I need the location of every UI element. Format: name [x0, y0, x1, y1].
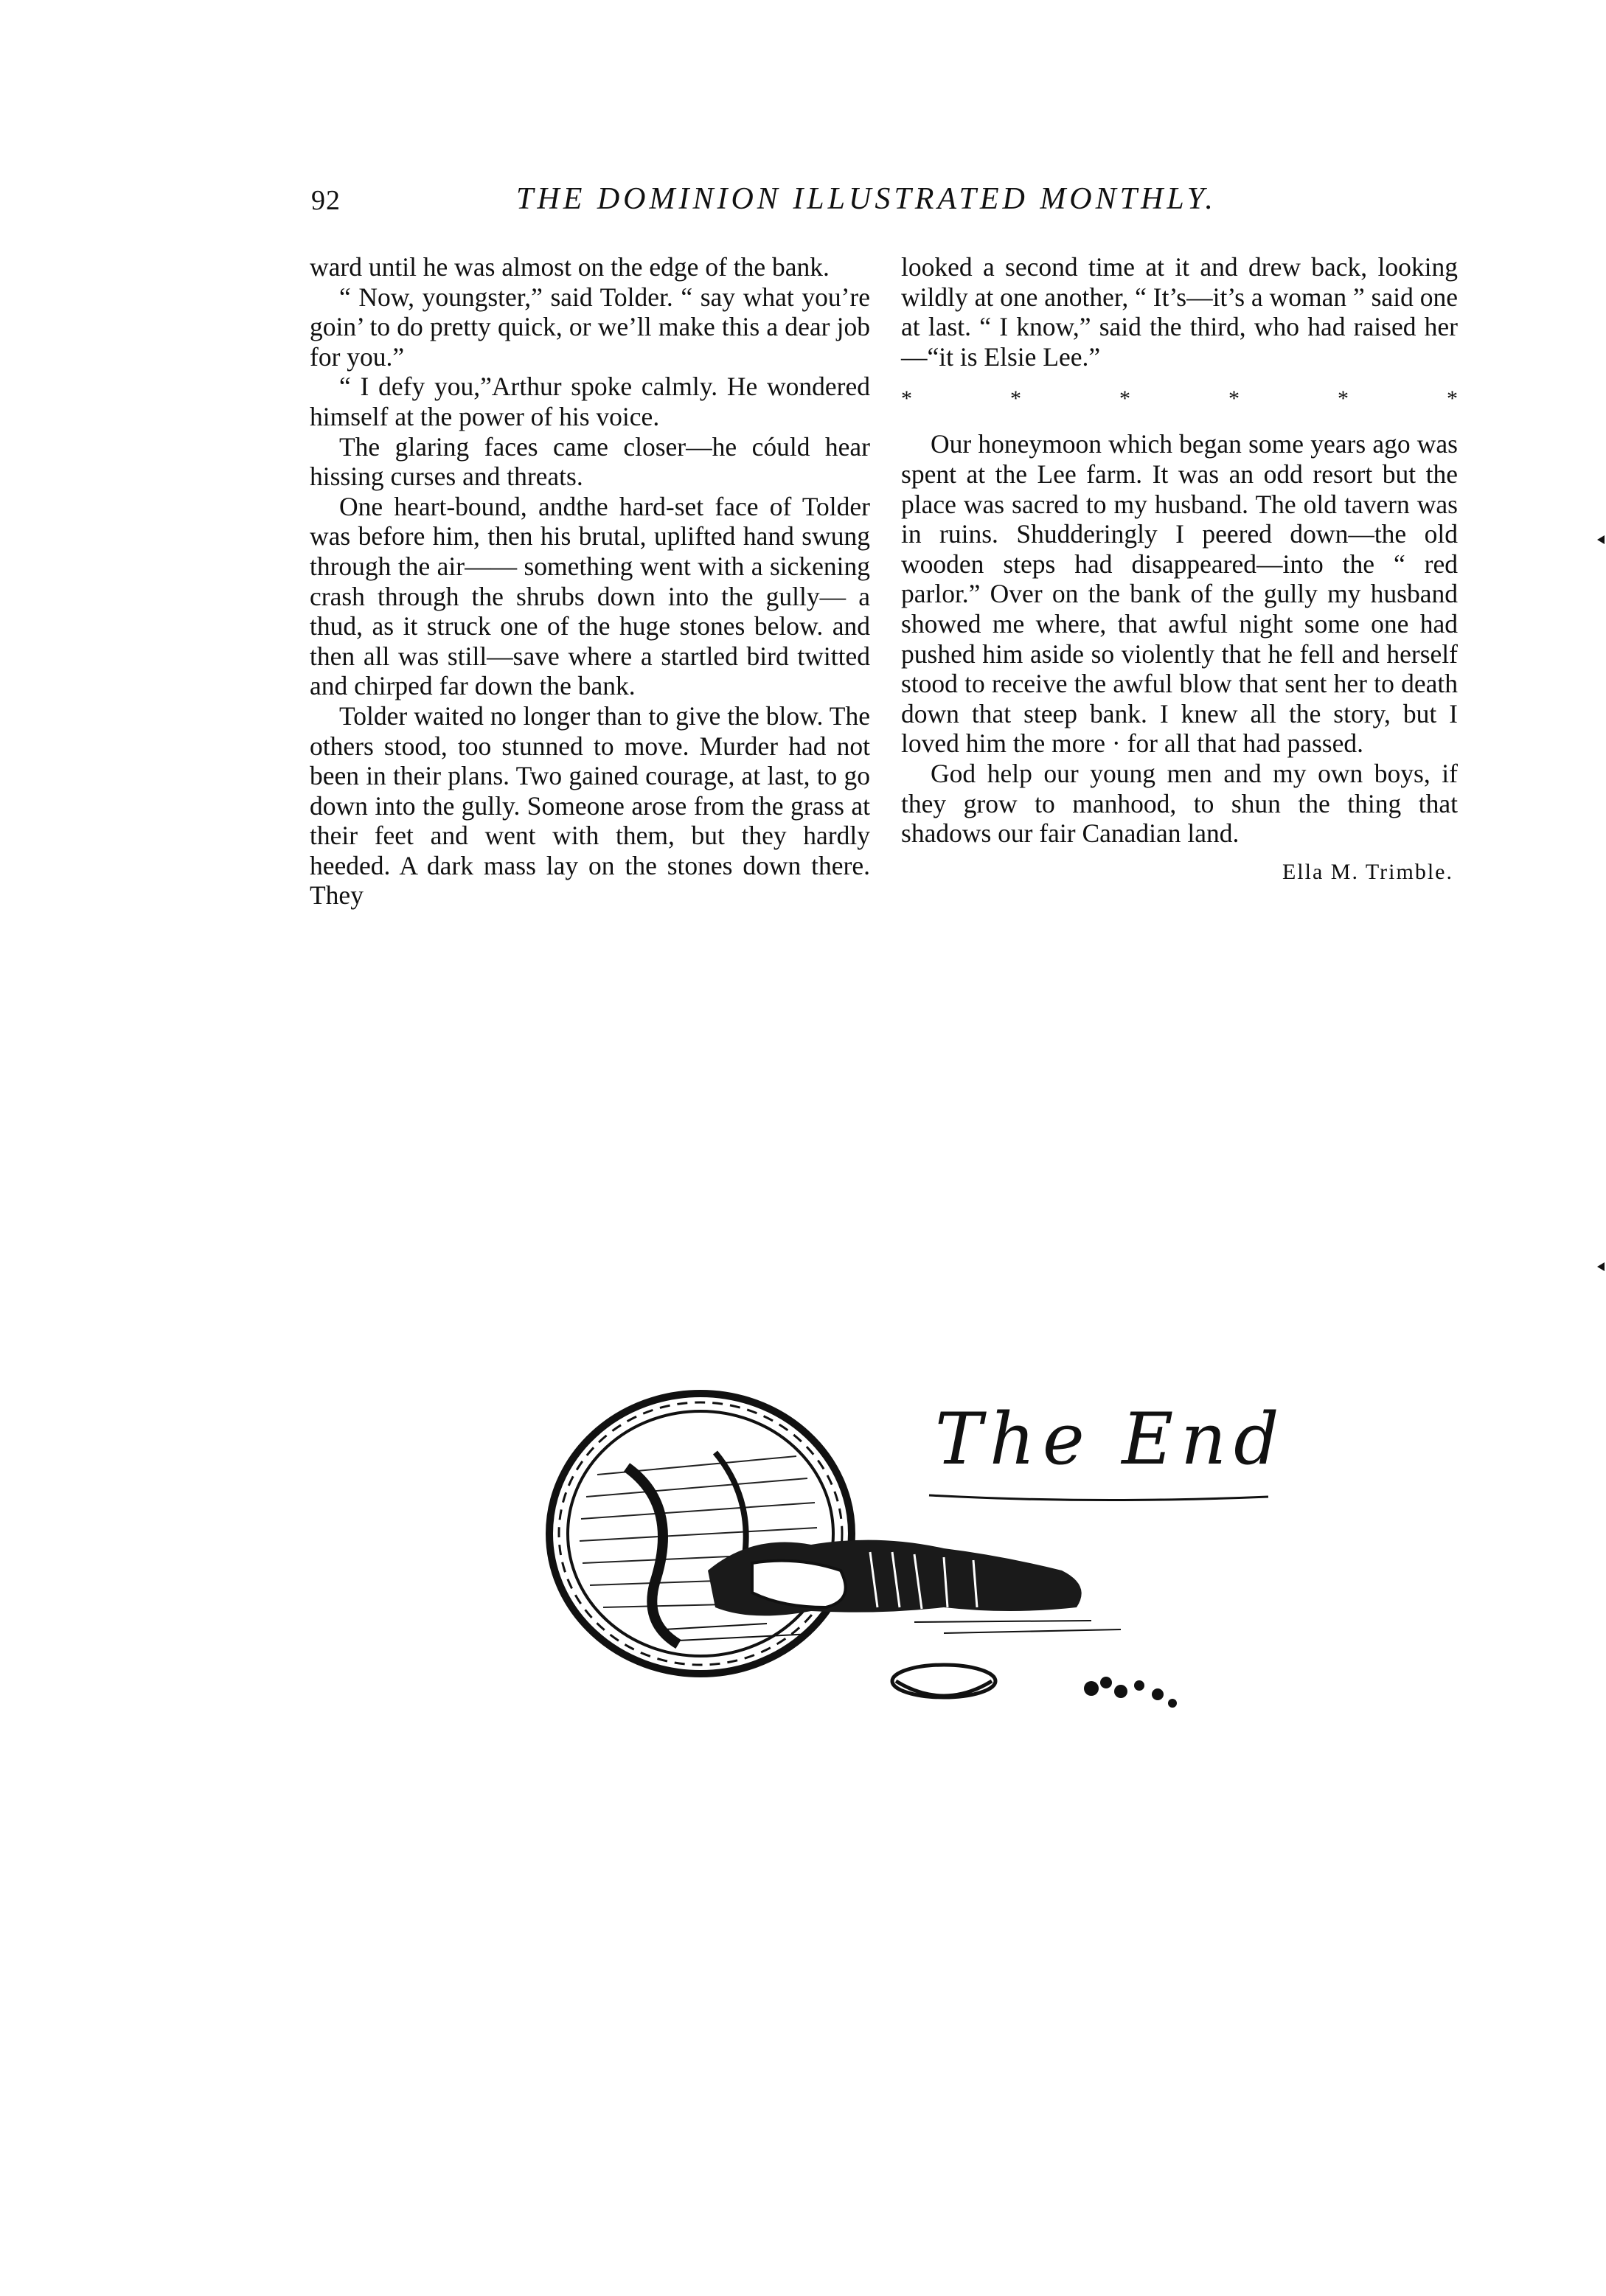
edge-mark — [1597, 1262, 1605, 1271]
paragraph: ward until he was almost on the edge of the bank. — [310, 252, 830, 282]
page-number: 92 — [311, 185, 341, 216]
the-end-engraving — [531, 1386, 1287, 1725]
paragraph: Our honeymoon which began some years ago was spent at the Lee farm. It was an odd resort but the place was sacred to my husband. The old tavern was in ruins. Shudderingly I peered down—the old wooden steps had disappeared—into the “ red parlor.” Over on the bank of the gully my husband showed me where, that awful night some one had pushed him aside so violently that he fell and herself stood to receive the awful blow that sent her to death down that steep bank. I knew all the story, but I loved him the more · for all that had passed. — [901, 429, 1458, 759]
running-head: THE DOMINION ILLUSTRATED MONTHLY. — [516, 182, 1217, 216]
paragraph: “ Now, youngster,” said Tolder. “ say what you’re goin’ to do pretty quick, or we’ll make this a dear job for you.” — [310, 282, 870, 372]
asterisk: * — [901, 386, 912, 411]
author-signature: Ella M. Trimble. — [1282, 859, 1453, 884]
paragraph: One heart-bound, andthe hard-set face of Tolder was before him, then his brutal, uplifted hand swung through the air—— something went with a sickening crash through the shrubs down into the gully— a thud, as it struck one of the huge stones below. and then all was still—save where a startled bird twitted and chirped far down the bank. — [310, 491, 870, 701]
section-break — [901, 372, 1458, 410]
right-column — [901, 252, 1458, 887]
asterisk: * — [1447, 386, 1458, 411]
paragraph: The glaring faces came closer—he cóuld hear hissing curses and threats. — [310, 431, 870, 492]
paragraph: “ I defy you,”Arthur spoke calmly. He wondered himself at the power of his voice. — [310, 372, 870, 431]
asterisk: * — [1119, 386, 1130, 411]
edge-mark — [1597, 535, 1605, 544]
paragraph: Tolder waited no longer than to give the blow. The others stood, too stunned to move. Murder had not been in their plans. Two gained courage, at last, to go down into the gully. Someone arose from the grass at their feet and went with them, but they hardly heeded. A dark mass lay on the stones down there. They — [310, 700, 870, 911]
asterisk: * — [1010, 386, 1021, 411]
the-end-lettering: The End — [935, 1398, 1287, 1481]
paragraph: God help our young men and my own boys, if they grow to manhood, to shun the thing that shadows our fair Canadian land. — [901, 758, 1458, 849]
paragraph: looked a second time at it and drew back, looking wildly at one another, “ It’s—it’s a woman ” said one at last. “ I know,” said the third, who had raised her—“it is Elsie Lee.” — [901, 252, 1458, 372]
asterisk: * — [1228, 386, 1240, 411]
left-column — [310, 252, 870, 911]
asterisk: * — [1338, 386, 1349, 411]
